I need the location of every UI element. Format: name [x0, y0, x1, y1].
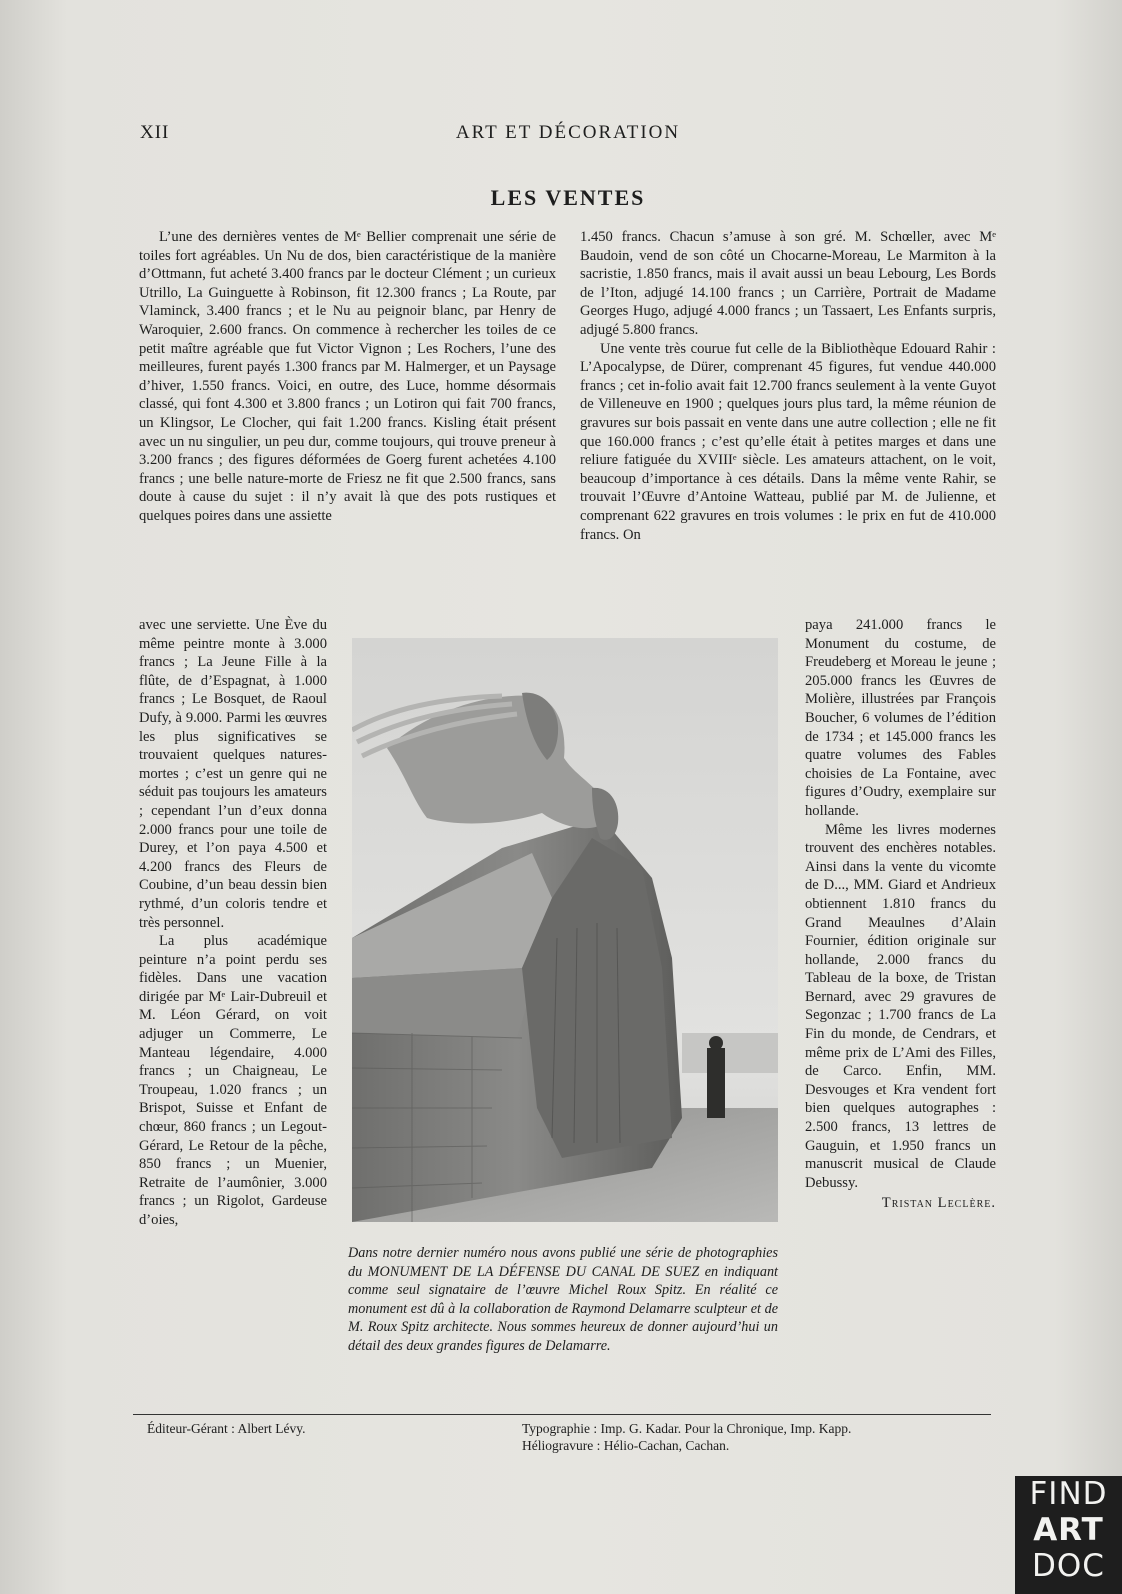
findartdoc-watermark-logo	[1015, 1476, 1122, 1594]
footer-rule	[133, 1414, 991, 1415]
monument-illustration	[352, 638, 778, 1222]
footer-typography: Typographie : Imp. G. Kadar. Pour la Chronique, Imp. Kapp.	[522, 1421, 852, 1436]
logo-line: DOC	[1032, 1548, 1105, 1584]
footer-editor: Éditeur-Gérant : Albert Lévy.	[147, 1421, 306, 1436]
monument-photograph	[352, 638, 778, 1222]
paragraph: La plus académique peinture n’a point perdu ses fidèles. Dans une vacation dirigée par Mᵉ Lair-Dubreuil et M. Léon Gérard, on voit adjuger un Commerre, Le Manteau légendaire, 4.000 francs ; un Chaigneau, Le Troupeau, 1.020 francs ; un Brispot, Suisse et Enfant de chœur, 860 francs ; un Legout-Gérard, Le Retour de la pêche, 850 francs ; un Muenier, Retraite de l’aumônier, 3.000 francs ; un Rigolot, Gardeuse d’oies,	[139, 933, 327, 1228]
page-number: XII	[140, 122, 170, 143]
lower-left-column	[139, 616, 327, 1230]
logo-line: FIND	[1029, 1476, 1108, 1512]
paragraph: Une vente très courue fut celle de la Bibliothèque Edouard Rahir : L’Apocalypse, de Dürer, comprenant 45 figures, fut vendue 440.000 francs ; cet in-folio avait fait 12.700 francs seulement à la vente Guyot de Villeneuve en 1900 ; quelques jours plus tard, la même réunion de gravures sur bois passait en vente dans une autre collection ; elle ne fit que 160.000 francs ; c’est qu’elle était à petites marges et dans une reliure fatiguée du XVIIIᵉ siècle. Les amateurs attachent, on le voit, beaucoup d’importance à ces détails. Dans la même vente Rahir, se trouvait l’Œuvre d’Antoine Watteau, publié par M. de Julienne, et comprenant 622 gravures en trois volumes : le prix en fut de 410.000 francs. On	[580, 340, 996, 543]
footer-heliogravure: Héliogravure : Hélio-Cachan, Cachan.	[522, 1438, 730, 1453]
paragraph: paya 241.000 francs le Monument du costume, de Freudeberg et Moreau le jeune ; 205.000 francs les Œuvres de Molière, illustrées par François Boucher, 6 volumes de l’édition de 1734 ; et 145.000 francs les quatre volumes des Fables choisies de La Fontaine, avec figures d’Oudry, exemplaire sur hollande.	[805, 617, 996, 819]
upper-left-column	[139, 228, 556, 526]
paragraph: Même les livres modernes trouvent des enchères notables. Ainsi dans la vente du vicomte de D..., MM. Giard et Andrieux obtiennent 1.810 francs du Grand Meaulnes d’Alain Fournier, édition originale sur hollande, 2.000 francs du Tableau de la boxe, de Tristan Bernard, avec 29 gravures de Segonzac ; 1.700 francs de La Fin du monde, de Cendrars, et même prix de L’Ami des Filles, de Carco. Enfin, MM. Desvouges et Kra vendent fort bien quelques autographes : 2.500 francs, 13 lettres de Gauguin, et 1.950 francs un manuscrit musical de Claude Debussy.	[805, 821, 996, 1191]
footer-printers	[522, 1420, 992, 1454]
logo-line: ART	[1033, 1512, 1104, 1548]
upper-right-column	[580, 228, 996, 544]
journal-title: ART ET DÉCORATION	[455, 122, 681, 143]
photo-caption: Dans notre dernier numéro nous avons publié une série de photographies du MONUMENT DE LA DÉFENSE DU CANAL DE SUEZ en indiquant comme seul signataire de l’œuvre Michel Roux Spitz. En réalité ce monument est dû à la collaboration de Raymond Delamarre sculpteur et de M. Roux Spitz architecte. Nous sommes heureux de donner aujourd’hui un détail des deux grandes figures de Delamarre.	[348, 1245, 778, 1354]
article-title: LES VENTES	[490, 185, 646, 210]
paragraph: avec une serviette. Une Ève du même peintre monte à 3.000 francs ; La Jeune Fille à la flûte, de d’Espagnat, à 1.000 francs ; Le Bosquet, de Raoul Dufy, à 9.000. Parmi les œuvres les plus significatives se trouvaient quelques natures-mortes ; c’est un genre qui ne séduit pas toujours les amateurs ; cependant l’un d’eux donna 2.000 francs pour une toile de Durey, et l’on paya 4.500 et 4.200 francs des Fleurs de Coubine, d’un beau dessin bien rythmé, d’un coloris tendre et très personnel.	[139, 617, 327, 931]
paragraph: L’une des dernières ventes de Mᵉ Bellier comprenait une série de toiles fort agréables. Un Nu de dos, bien caractéristique de la manière d’Ottmann, fut acheté 3.400 francs par le docteur Clément ; un curieux Utrillo, La Guinguette à Robinson, fit 12.300 francs ; La Route, par Vlaminck, 3.400 francs ; et le Nu au peignoir blanc, par Henry de Waroquier, 2.600 francs. On commence à rechercher les toiles de ce petit maître agréable que fut Victor Vignon ; Les Rochers, l’une des meilleures, furent payés 1.300 francs par M. Halmerger, et un Paysage d’hiver, 1.550 francs. Voici, en outre, des Luce, homme désormais classé, qui font 4.300 et 3.800 francs ; un Lotiron qui fait 700 francs, un Klingsor, Le Clocher, qui fait 1.200 francs. Kisling était présent avec un nu singulier, un peu dur, comme toujours, qui trouve preneur à 3.200 francs ; des figures déformées de Goerg furent achetées 4.100 francs ; une belle nature-morte de Friesz ne fit que 2.500 francs, sans doute à cause du sujet : il n’y avait là que des pots rustiques et quelques poires dans une assiette	[139, 229, 556, 524]
paragraph: 1.450 francs. Chacun s’amuse à son gré. M. Schœller, avec Mᵉ Baudoin, vend de son côté un Chocarne-Moreau, Le Marmiton à la sacristie, 1.850 francs, mais il avait aussi un beau Lebourg, Les Bords de l’Iton, adjugé 14.100 francs ; un Carrière, Portrait de Madame Georges Hugo, adjugé 4.000 francs ; un Tassaert, Les Enfants surpris, adjugé 5.800 francs.	[580, 229, 996, 338]
lower-right-column	[805, 616, 996, 1213]
running-header	[140, 122, 996, 152]
author-signature: Tristan Leclère.	[881, 1195, 996, 1212]
